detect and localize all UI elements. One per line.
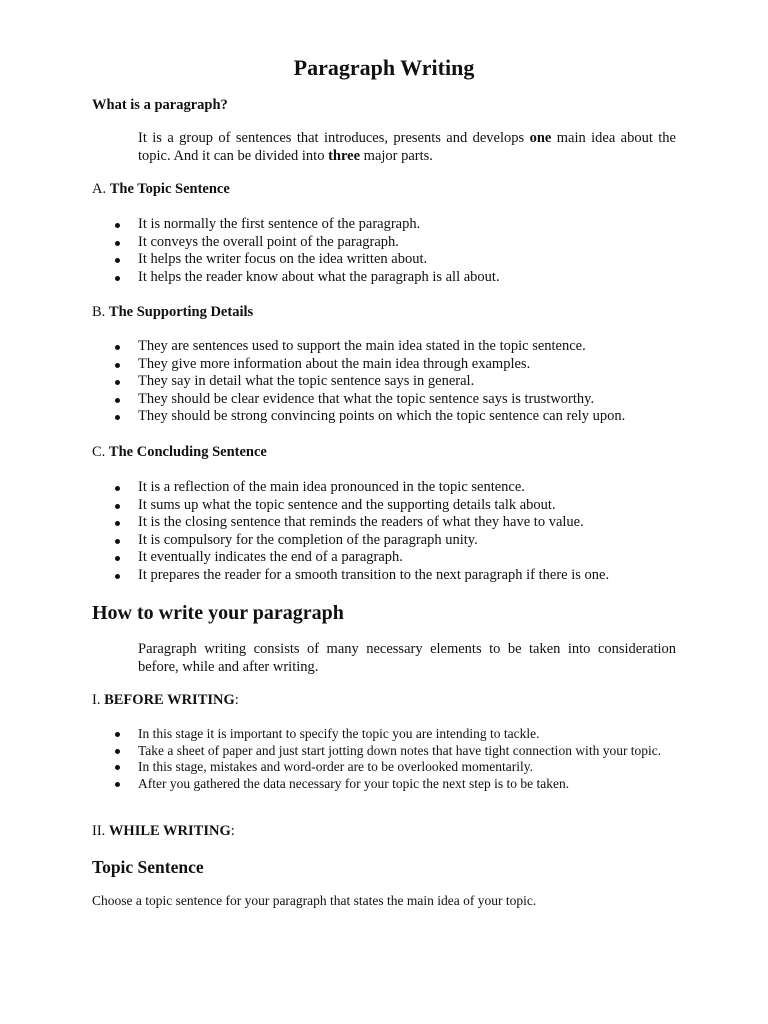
list-item: After you gathered the data necessary for your topic the next step is to be taken. <box>114 776 676 793</box>
list-item: It eventually indicates the end of a paragraph. <box>114 549 676 567</box>
list-item: They are sentences used to support the main idea stated in the topic sentence. <box>114 338 676 356</box>
section-b-heading: B. The Supporting Details <box>92 304 254 320</box>
section-a-heading: A. The Topic Sentence <box>92 181 230 197</box>
list-item: They give more information about the main idea through examples. <box>114 356 676 374</box>
topic-sentence-text: Choose a topic sentence for your paragraph that states the main idea of your topic. <box>92 893 537 908</box>
list-item: It is normally the first sentence of the paragraph. <box>114 216 676 234</box>
list-item: They should be clear evidence that what the topic sentence says is trustworthy. <box>114 391 676 409</box>
how-to-heading: How to write your paragraph <box>92 602 344 624</box>
list-item: It helps the reader know about what the paragraph is all about. <box>114 269 676 287</box>
list-item: It sums up what the topic sentence and the supporting details talk about. <box>114 497 676 515</box>
concluding-sentence-list <box>114 479 676 585</box>
intro-paragraph: It is a group of sentences that introduces, presents and develops one main idea about the topic. And it can be divided into three major parts. <box>138 130 676 164</box>
how-to-paragraph: Paragraph writing consists of many necessary elements to be taken into consideration before, while and after writing. <box>138 641 676 675</box>
topic-sentence-heading: Topic Sentence <box>92 857 204 877</box>
list-item: They say in detail what the topic sentence says in general. <box>114 373 676 391</box>
list-item: They should be strong convincing points on which the topic sentence can rely upon. <box>114 408 676 426</box>
section-c-heading: C. The Concluding Sentence <box>92 444 267 460</box>
page-title: Paragraph Writing <box>293 55 475 80</box>
supporting-details-list <box>114 338 676 426</box>
list-item: It is the closing sentence that reminds the readers of what they have to value. <box>114 514 676 532</box>
topic-sentence-list <box>114 216 676 286</box>
list-item: In this stage it is important to specify the topic you are intending to tackle. <box>114 726 676 743</box>
list-item: In this stage, mistakes and word-order are to be overlooked momentarily. <box>114 759 676 776</box>
list-item: It is compulsory for the completion of the paragraph unity. <box>114 532 676 550</box>
list-item: It prepares the reader for a smooth transition to the next paragraph if there is one. <box>114 567 676 585</box>
list-item: It is a reflection of the main idea pronounced in the topic sentence. <box>114 479 676 497</box>
list-item: It conveys the overall point of the paragraph. <box>114 234 676 252</box>
question-heading: What is a paragraph? <box>92 97 228 113</box>
while-writing-heading: II. WHILE WRITING: <box>92 823 235 839</box>
list-item: Take a sheet of paper and just start jotting down notes that have tight connection with your topic. <box>114 743 676 760</box>
before-writing-heading: I. BEFORE WRITING: <box>92 692 239 708</box>
list-item: It helps the writer focus on the idea written about. <box>114 251 676 269</box>
before-writing-list <box>114 726 676 792</box>
